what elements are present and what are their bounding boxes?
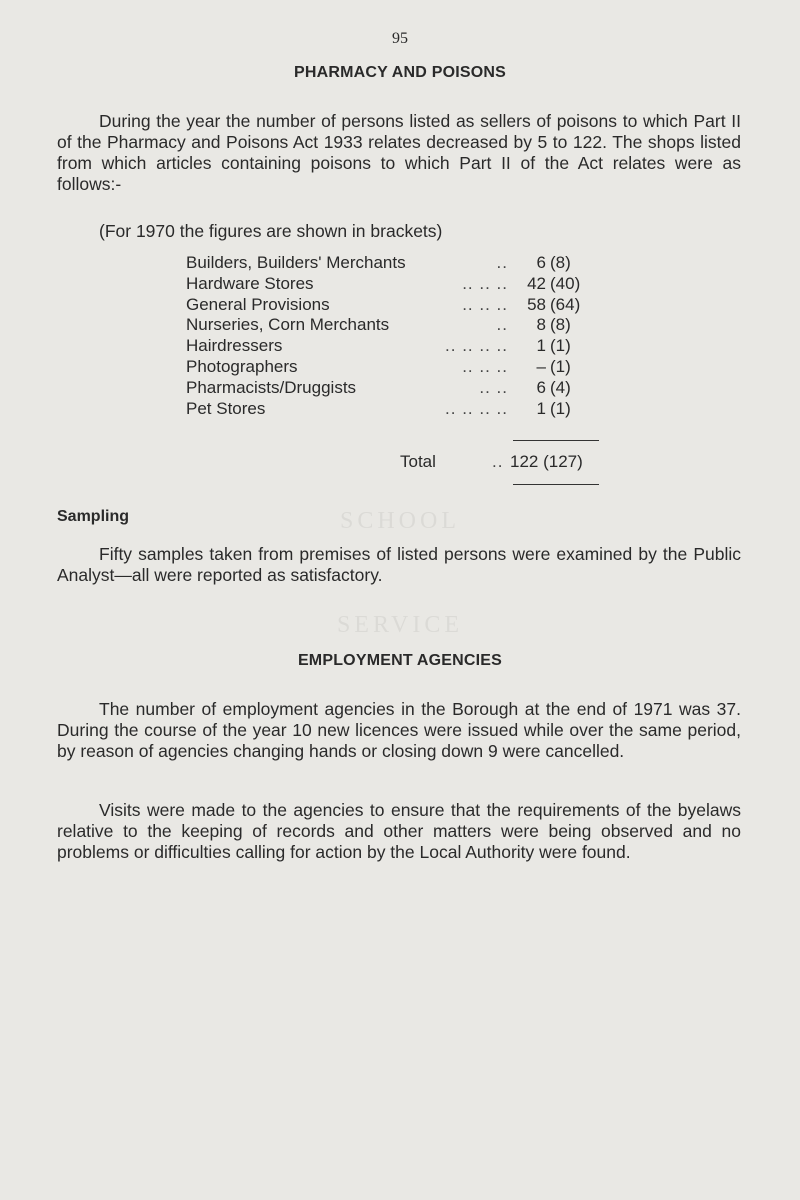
page-number: 95 xyxy=(392,30,408,47)
poison-sellers-table xyxy=(186,253,616,419)
row-label: Pharmacists/Druggists xyxy=(186,377,357,397)
pharmacy-paragraph: During the year the number of persons listed as sellers of poisons to which Part II of the Pharmacy and Poisons Act 1933 relates decreased by 5 to 122. The shops listed from which articles containing poisons to which Part II of the Act relates were as follows:- xyxy=(57,111,741,194)
row-dots: .. .. .. xyxy=(186,295,508,316)
table-rule-top xyxy=(513,440,599,441)
ghost-text-service: SERVICE xyxy=(336,612,464,638)
row-label: Builders, Builders' Merchants xyxy=(186,253,406,272)
row-previous-value: (64) xyxy=(550,294,581,314)
employment-paragraph-2: Visits were made to the agencies to ensure that the requirements of the byelaws relative to the keeping of records and other matters were being observed and no problems or difficulties calling for action by the Local Authority were found. xyxy=(57,800,741,862)
row-previous-value: (4) xyxy=(550,377,571,397)
employment-paragraph-1: The number of employment agencies in the Borough at the end of 1971 was 37. During the course of the year 10 new licences were issued while over the same period, by reason of agencies changing hands or closing down 9 were cancelled. xyxy=(57,699,741,761)
table-rule-bottom xyxy=(513,484,599,485)
sampling-paragraph: Fifty samples taken from premises of listed persons were examined by the Public Analyst—all were reported as satisfactory. xyxy=(57,544,741,585)
row-previous-value: (40) xyxy=(550,273,581,293)
section-heading-employment: EMPLOYMENT AGENCIES xyxy=(297,652,503,669)
row-previous-value: (1) xyxy=(550,398,571,418)
row-dots: .. .. .. xyxy=(186,357,508,378)
total-dots: .. xyxy=(492,452,504,471)
sampling-heading: Sampling xyxy=(57,508,130,525)
total-label: Total xyxy=(400,452,436,471)
table-row xyxy=(186,295,616,316)
row-label: Nurseries, Corn Merchants xyxy=(186,315,390,335)
row-label: General Provisions xyxy=(186,294,330,314)
row-value: 42 xyxy=(527,273,546,293)
section-heading-pharmacy: PHARMACY AND POISONS xyxy=(293,64,507,81)
row-dots: .. .. .. .. xyxy=(186,399,508,420)
total-row xyxy=(186,452,616,474)
table-row xyxy=(186,274,616,295)
row-label: Hardware Stores xyxy=(186,273,314,293)
table-row xyxy=(186,253,616,274)
row-previous-value: (8) xyxy=(550,315,571,335)
row-value: 6 xyxy=(536,377,546,397)
row-value: 8 xyxy=(536,315,546,335)
row-value: 1 xyxy=(536,336,546,356)
row-dots: .. xyxy=(186,315,508,336)
row-value: 58 xyxy=(527,294,546,314)
row-value: – xyxy=(536,356,546,376)
row-label: Hairdressers xyxy=(186,336,283,356)
row-value: 1 xyxy=(536,398,546,418)
row-previous-value: (1) xyxy=(550,356,571,376)
row-label: Photographers xyxy=(186,356,298,376)
table-row xyxy=(186,315,616,336)
table-row xyxy=(186,399,616,420)
brackets-note: (For 1970 the figures are shown in brackets) xyxy=(99,221,443,241)
row-dots: .. .. xyxy=(186,378,508,399)
table-row xyxy=(186,357,616,378)
row-dots: .. .. .. xyxy=(186,274,508,295)
row-previous-value: (1) xyxy=(550,336,571,356)
total-value: 122 (127) xyxy=(510,452,583,471)
row-label: Pet Stores xyxy=(186,398,266,418)
row-dots: .. xyxy=(186,253,508,274)
ghost-text-school: SCHOOL xyxy=(339,508,460,534)
row-previous-value: (8) xyxy=(550,253,571,272)
table-row xyxy=(186,336,616,357)
row-value: 6 xyxy=(536,253,546,272)
row-dots: .. .. .. .. xyxy=(186,336,508,357)
table-row xyxy=(186,378,616,399)
